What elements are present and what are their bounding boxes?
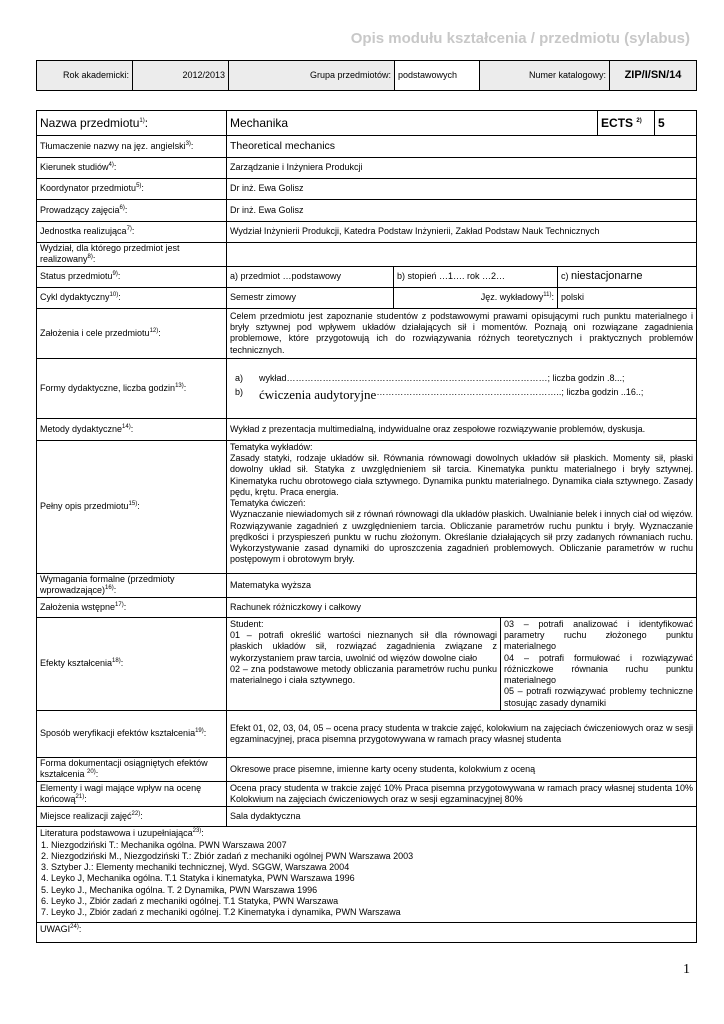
- grupa-value: podstawowych: [395, 61, 480, 91]
- numer-label: Numer katalogowy:: [480, 61, 610, 91]
- nazwa-label: Nazwa przedmiotu$^{1)}$:: [37, 111, 227, 136]
- status-a: a) przedmiot …podstawowy: [227, 266, 394, 287]
- forma-label: Forma dokumentacji osiągniętych efektów kształcenia $^{20)}$:: [37, 757, 227, 781]
- lit-item: 3. Sztyber J.: Elementy mechaniki technicznej, Wyd. SGGW, Warszawa 2004: [51, 862, 693, 873]
- efekty-right: [501, 617, 697, 710]
- sposob-value: Efekt 01, 02, 03, 04, 05 – ocena pracy studenta w trakcie zajęć, kolokwium na zajęciach ćwiczeniowych oraz w sesji egzaminacyjnej, praca pisemna przygotowywana w ramach pracy własnej studenta: [227, 710, 697, 757]
- zal-value: Celem przedmiotu jest zapoznanie studentów z podstawowymi prawami opisującymi ruch punktu materialnego i bryły sztywnej pod wpływem układów działających sił i momentów. Poznają oni rozwiązane zagadnienia problemowe, które przygotowują ich do rozwiązywania różnych teoretycznych i praktycznych problemów technicznych.: [227, 308, 697, 358]
- elem-label: Elementy i wagi mające wpływ na ocenę końcową$^{21)}$:: [37, 781, 227, 807]
- elem-value: Ocena pracy studenta w trakcie zajęć 10% Praca pisemna przygotowywana w ramach pracy własnej studenta 10% Kolokwium na zajęciach ćwiczeniowych oraz w sesji egzaminacyjnej 80%: [227, 781, 697, 807]
- literatura-list: [40, 840, 693, 919]
- uwagi-cell: UWAGI$^{24)}$:: [37, 923, 697, 943]
- pelny-title-2: Tematyka ćwiczeń:: [230, 498, 306, 509]
- rok-value: 2012/2013: [133, 61, 229, 91]
- zal-label: Założenia i cele przedmiotu$^{12)}$:: [37, 308, 227, 358]
- uwagi-label: UWAGI: [40, 924, 71, 935]
- formy-label: Formy dydaktyczne, liczba godzin$^{13)}$:: [37, 358, 227, 418]
- jezyk-value: polski: [558, 287, 697, 308]
- zalw-label: Założenia wstępne$^{17)}$:: [37, 597, 227, 617]
- syllabus-table: [36, 110, 697, 943]
- pelny-text-2: Wyznaczanie niewiadomych sił z równań równowagi dla układów płaskich. Uwalnianie belek i innych ciał od więzów. Rozwiązywanie zagadnień z uwzględnieniem tarcia. Obliczanie parametrów ruchu punktu i bryły. Wyznaczanie prędkości i przyspieszeń punktu w ruchu złożonym. Określanie działających sił przy zadanych równaniach ruchu. Wykorzystywanie zasad dynamiki do uproszczenia zagadnień problemowych. Obliczanie parametrów w ruchu postępowym i obrotowym bryły.: [230, 509, 694, 565]
- efekty-left: [227, 617, 501, 710]
- efekty-01: 01 – potrafi określić wartości nieznanych sił dla równowagi płaskich układów sił, rozwiązać zagadnienia związane z wykorzystaniem praw tarcia, uwolnić od więzów dowolne ciało: [230, 630, 497, 663]
- nazwa-value: Mechanika: [227, 111, 598, 136]
- formy-line-a: a) wykład……………………………………………………………………………; liczba godzin .8...;: [235, 373, 625, 384]
- lit-item: 1. Niezgodziński T.: Mechanika ogólna. PWN Warszawa 2007: [51, 840, 693, 851]
- pelny-text-1: Zasady statyki, rodzaje układów sił. Równania równowagi dowolnych układów sił płaskich. Momenty sił, płaski dowolny układ sił. Statyka z uwzględnieniem sił tarcia. Kinematyka punktu materialnego i bryły sztywnej. Kinematyka ruchu obrotowego ciała sztywnego. Dynamika punktu materialnego. Dynamika ciała sztywnego. Zasady pędu, krętu. Praca energia.: [230, 453, 694, 497]
- wym-value: Matematyka wyższa: [227, 573, 697, 597]
- efekty-04: 04 – potrafi formułować i rozwiązywać różniczkowe równania ruchu punktu materialnego: [504, 652, 694, 686]
- wydz-value: [227, 243, 697, 267]
- page-number: 1: [683, 962, 690, 977]
- metody-value: Wykład z prezentacja multimedialną, indywidualne oraz zespołowe rozwiązywanie problemów, dyskusja.: [227, 418, 697, 440]
- forma-value: Okresowe prace pisemne, imienne karty oceny studenta, kolokwium z oceną: [227, 757, 697, 781]
- sposob-label: Sposób weryfikacji efektów kształcenia$^{19)}$:: [37, 710, 227, 757]
- miejsce-value: Sala dydaktyczna: [227, 807, 697, 827]
- tlum-value: Theoretical mechanics: [227, 136, 697, 158]
- efekty-head: Student:: [230, 618, 264, 629]
- formy-value: [227, 358, 697, 418]
- miejsce-label: Miejsce realizacji zajęć$^{22)}$:: [37, 807, 227, 827]
- kier-label: Kierunek studiów$^{4)}$:: [37, 158, 227, 179]
- metody-label: Metody dydaktyczne$^{14)}$:: [37, 418, 227, 440]
- wym-label: Wymagania formalne (przedmioty wprowadzające)$^{16)}$:: [37, 573, 227, 597]
- efekty-02: 02 – zna podstawowe metody obliczania parametrów ruchu punku materialnego i ciała sztywnego.: [230, 663, 497, 686]
- prow-label: Prowadzący zajęcia$^{6)}$:: [37, 200, 227, 222]
- document-title: Opis modułu kształcenia / przedmiotu (sylabus): [350, 30, 690, 47]
- jedn-value: Wydział Inżynierii Produkcji, Katedra Podstaw Inżynierii, Zakład Podstaw Nauk Technicznych: [227, 222, 697, 243]
- lit-item: 2. Niezgodziński M., Niezgodziński T.: Zbiór zadań z mechaniki ogólnej PWN Warszawa 2003: [51, 851, 693, 862]
- efekty-05: 05 – potrafi rozwiązywać problemy techniczne stosując zasady dynamiki: [504, 686, 694, 708]
- jezyk-label: Jęz. wykładowy$^{11)}$:: [394, 287, 558, 308]
- formy-line-b: b) ćwiczenia audytoryjne ……………………………………………………..; liczba godzin ..16..;: [235, 387, 644, 403]
- grupa-label: Grupa przedmiotów:: [229, 61, 395, 91]
- wydz-label: Wydział, dla którego przedmiot jest realizowany$^{8)}$:: [37, 243, 227, 267]
- literatura-label: Literatura podstawowa i uzupełniająca$^{23)}$:: [40, 828, 204, 839]
- cykl-label: Cykl dydaktyczny$^{10)}$:: [37, 287, 227, 308]
- zalw-value: Rachunek różniczkowy i całkowy: [227, 597, 697, 617]
- ects-label: ECTS $^{2)}$: [598, 111, 655, 136]
- literatura-cell: [37, 827, 697, 923]
- status-label: Status przedmiotu$^{9)}$:: [37, 266, 227, 287]
- pelny-value: [227, 440, 697, 573]
- efekty-label: Efekty kształcenia$^{18)}$:: [37, 617, 227, 710]
- ects-value: 5: [655, 111, 697, 136]
- lit-item: 6. Leyko J., Zbiór zadań z mechaniki ogólnej. T.1 Statyka, PWN Warszawa: [51, 896, 693, 907]
- efekty-03: 03 – potrafi analizować i identyfikować parametry ruchu złożonego punktu materialnego: [504, 618, 694, 652]
- pelny-label: Pełny opis przedmiotu$^{15)}$:: [37, 440, 227, 573]
- lit-item: 7. Leyko J., Zbiór zadań z mechaniki ogólnej. T.2 Kinematyka i dynamika, PWN Warszawa: [51, 907, 693, 918]
- cykl-value: Semestr zimowy: [227, 287, 394, 308]
- koord-value: Dr inż. Ewa Golisz: [227, 179, 697, 200]
- lit-item: 5. Leyko J., Mechanika ogólna. T. 2 Dynamika, PWN Warszawa 1996: [51, 885, 693, 896]
- rok-label: Rok akademicki:: [37, 61, 133, 91]
- numer-value: ZIP/I/SN/14: [610, 61, 697, 91]
- koord-label: Koordynator przedmiotu$^{5)}$:: [37, 179, 227, 200]
- jedn-label: Jednostka realizująca$^{7)}$:: [37, 222, 227, 243]
- status-c: c) niestacjonarne: [558, 266, 697, 287]
- status-b: b) stopień …1…. rok …2…: [394, 266, 558, 287]
- pelny-title-1: Tematyka wykładów:: [230, 441, 313, 452]
- tlum-label: Tłumaczenie nazwy na jęz. angielski$^{3)}$:: [37, 136, 227, 158]
- kier-value: Zarządzanie i Inżyniera Produkcji: [227, 158, 697, 179]
- lit-item: 4. Leyko J, Mechanika ogólna. T.1 Statyka i kinematyka, PWN Warszawa 1996: [51, 873, 693, 884]
- prow-value: Dr inż. Ewa Golisz: [227, 200, 697, 222]
- header-table: [36, 60, 697, 91]
